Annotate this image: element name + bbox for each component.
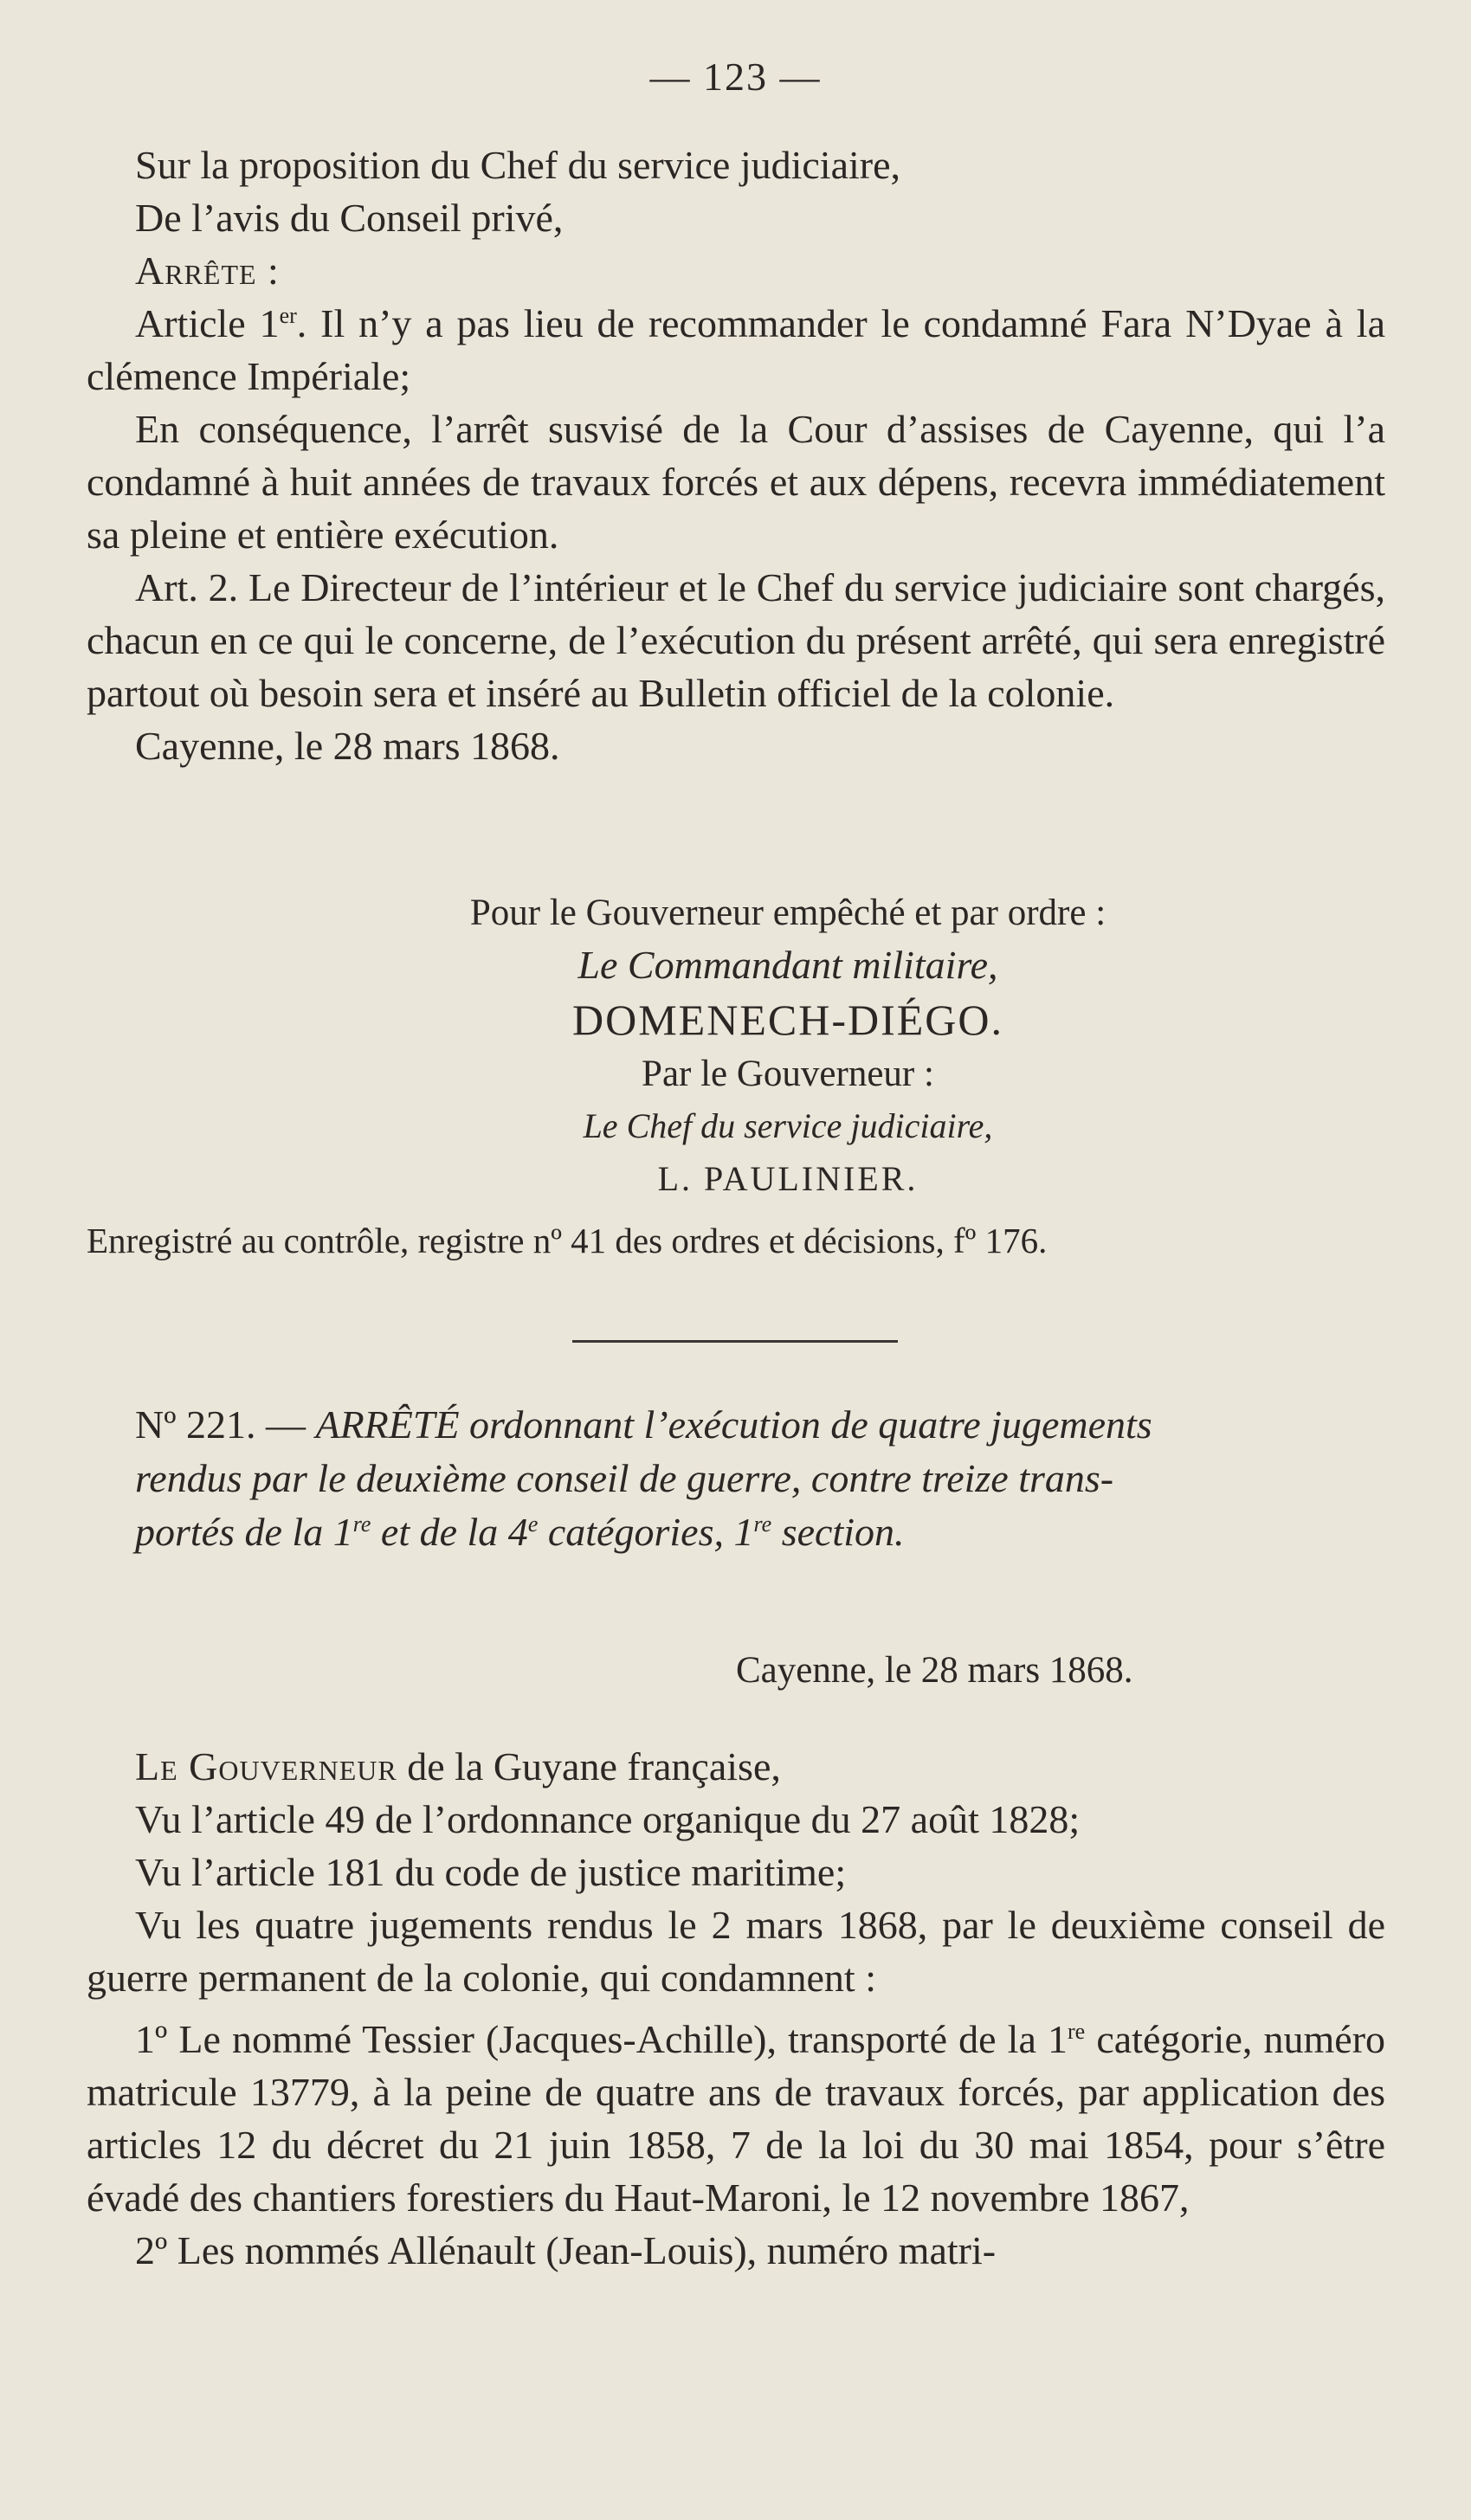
arrete-221-title-line-3 <box>87 1505 1385 1559</box>
article-1-text: . Il n’y a pas lieu de recommander le condamné Fara N’Dyae à la clémence Impériale; <box>87 301 1385 398</box>
item-1 <box>87 2013 1385 2224</box>
date-line: Cayenne, le 28 mars 1868. <box>135 724 560 768</box>
vu-1: Vu l’article 49 de l’ordonnance organique du 27 août 1828; <box>135 1797 1081 1841</box>
paragraph-avis: De l’avis du Conseil privé, <box>135 196 564 240</box>
paragraph-proposition: Sur la proposition du Chef du service judiciaire, <box>135 143 901 187</box>
vu-3: Vu les quatre jugements rendus le 2 mars 1868, par le deuxième conseil de guerre permanent de la colonie, qui condamnent : <box>87 1903 1385 2000</box>
signature-chef-name: L. PAULINIER. <box>657 1159 919 1198</box>
arrete-221-title-line-2: rendus par le deuxième conseil de guerre, contre treize trans- <box>135 1456 1114 1500</box>
signature-commandant-name: DOMENECH-DIÉGO. <box>572 996 1003 1044</box>
title-sup-2: e <box>527 1511 539 1537</box>
arrete-221-title-line-1 <box>87 1398 1385 1452</box>
arrete-221-heading <box>87 1398 1385 1559</box>
paragraph-consequence: En conséquence, l’arrêt susvisé de la Cour d’assises de Cayenne, qui l’a condamné à huit années de travaux forcés et aux dépens, recevra immédiatement sa pleine et entière exécution. <box>87 407 1385 557</box>
signature-chef-title: Le Chef du service judiciaire, <box>583 1106 993 1145</box>
title-part-3d: section. <box>771 1510 905 1554</box>
title-sup-3: re <box>753 1511 772 1537</box>
item-1-part-a: 1º Le nommé Tessier (Jacques-Achille), transporté de la 1 <box>135 2017 1068 2061</box>
title-part-3a: portés de la 1 <box>135 1510 353 1554</box>
article-1 <box>87 297 1385 403</box>
arrete-221-title-part-1: ARRÊTÉ ordonnant l’exécution de quatre jugements <box>315 1402 1152 1447</box>
signature-by-governor: Par le Gouverneur : <box>642 1054 934 1094</box>
registration-note: Enregistré au contrôle, registre nº 41 des ordres et décisions, fº 176. <box>87 1221 1048 1260</box>
gouverneur-label: Le Gouverneur <box>135 1744 397 1788</box>
gouverneur-text: de la Guyane française, <box>397 1744 781 1788</box>
article-2: Art. 2. Le Directeur de l’intérieur et le Chef du service judiciaire sont chargés, chacun en ce qui le concerne, de l’exécution du présent arrêté, qui sera enregistré partout où besoin sera et inséré au Bulletin officiel de la colonie. <box>87 565 1385 715</box>
item-2: 2º Les nommés Allénault (Jean-Louis), numéro matri- <box>135 2228 997 2272</box>
section-divider <box>572 1340 898 1343</box>
gouverneur-line <box>87 1740 1385 1793</box>
title-sup-1: re <box>352 1511 371 1537</box>
arrete-label: Arrête : <box>135 248 280 293</box>
signature-for-governor: Pour le Gouverneur empêché et par ordre : <box>469 893 1106 933</box>
item-1-sup: re <box>1068 2019 1086 2044</box>
signature-commandant-title: Le Commandant militaire, <box>577 943 998 987</box>
title-part-3b: et de la 4 <box>371 1510 528 1554</box>
preamble-block <box>87 139 1385 772</box>
page-number: — 123 — <box>649 55 822 99</box>
article-1-prefix: Article 1 <box>135 301 280 345</box>
arrete-221-number: Nº 221. <box>135 1402 256 1447</box>
arrete-221-date: Cayenne, le 28 mars 1868. <box>736 1650 1133 1691</box>
vu-2: Vu l’article 181 du code de justice maritime; <box>135 1850 847 1894</box>
arrete-221-body <box>87 1740 1385 2277</box>
article-1-sup: er <box>279 303 297 328</box>
title-part-3c: catégories, 1 <box>538 1510 754 1554</box>
signature-block <box>87 887 1385 1266</box>
arrete-221-dash: — <box>255 1402 316 1447</box>
item-1-part-b: catégorie, numéro matricule 13779, à la peine de quatre ans de travaux forcés, par application des articles 12 du décret du 21 juin 1858, 7 de la loi du 30 mai 1854, pour s’être évadé des chantiers forestiers du Haut-Maroni, le 12 novembre 1867, <box>87 2017 1386 2220</box>
